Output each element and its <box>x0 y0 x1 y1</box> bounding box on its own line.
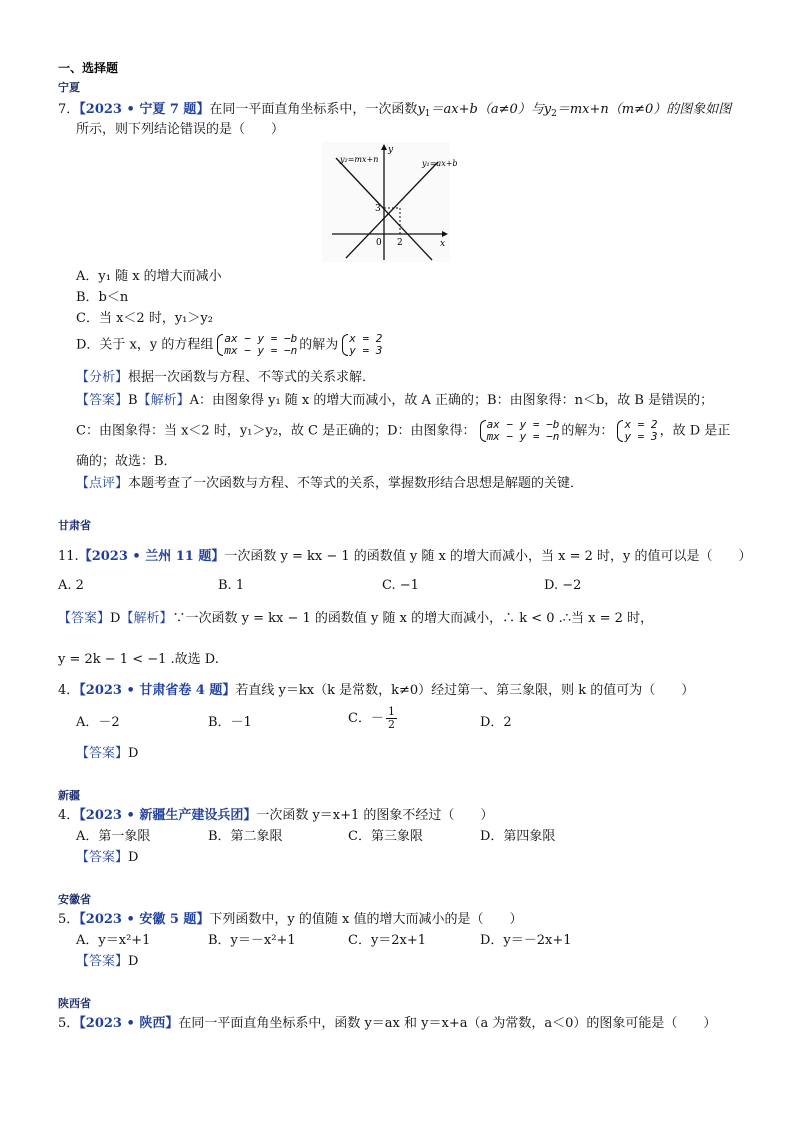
q11-answer: D <box>110 611 121 626</box>
q11-jiexi-2: y = 2k − 1 < −1 .故选 D. <box>58 652 219 667</box>
q5-anhui-answer <box>76 952 138 972</box>
q5-anhui-stem-text: 下列函数中，y 的值随 x 值的增大而减小的是（ ） <box>209 912 523 927</box>
q4-gansu-option-b: B．－1 <box>208 715 252 730</box>
analysis-text: 根据一次函数与方程、不等式的关系求解． <box>128 370 376 385</box>
q4-xinjiang-option-d: D．第四象限 <box>480 829 556 844</box>
solution-line-1: x = 2 <box>349 332 383 345</box>
q7-option-c: C．当 x＜2 时，y₁＞y₂ <box>76 311 213 326</box>
q7-number: 7． <box>58 102 80 117</box>
q5-anhui-tag: 【2023 • 安徽 5 题】 <box>79 912 210 927</box>
q4-xinjiang-answer-label: 【答案】 <box>76 850 129 865</box>
q5-anhui-option-a: A．y＝x²+1 <box>76 933 151 948</box>
q7-option-d-pre: D．关于 x，y 的方程组 <box>76 337 214 353</box>
solution-line-2: y = 3 <box>349 344 383 357</box>
q4-xinjiang-number: 4． <box>58 808 80 823</box>
region-gansu: 甘肃省 <box>58 519 91 532</box>
jiexi-system-line-1: ax − y = −b <box>486 418 560 431</box>
q7-stem-line2: 所示，则下列结论错误的是（ ） <box>76 122 285 137</box>
q4-gansu-stem <box>58 681 694 701</box>
jiexi-equation-system <box>478 419 560 443</box>
q4-gansu-option-c <box>348 706 399 731</box>
jiexi-2c: ，故 D 是正 <box>659 423 731 439</box>
q7-jiexi-line-2 <box>76 419 730 443</box>
tick-3: 3 <box>375 204 381 214</box>
q5-shaanxi-stem <box>58 1014 716 1034</box>
tick-2: 2 <box>397 238 403 248</box>
q11-answer-label: 【答案】 <box>58 611 111 626</box>
q7-option-b: B．b＜n <box>76 290 129 305</box>
answer-value: B <box>128 393 138 408</box>
jiexi-system-line-2: mx − y = −n <box>486 430 560 443</box>
q7-eq1: ＝ax+b（a≠0）与 <box>430 102 544 117</box>
q4-gansu-answer-label: 【答案】 <box>76 746 129 761</box>
q5-shaanxi-tag: 【2023 • 陕西】 <box>79 1016 179 1031</box>
q7-answer-line <box>76 391 713 411</box>
q4-xinjiang-option-b: B．第二象限 <box>208 829 283 844</box>
q11-answer-line <box>58 609 653 629</box>
region-shaanxi: 陕西省 <box>58 997 91 1010</box>
analysis-label: 【分析】 <box>76 370 129 385</box>
comment-label: 【点评】 <box>76 476 129 491</box>
region-anhui: 安徽省 <box>58 893 91 906</box>
q7-comment <box>76 474 583 494</box>
q11-number: 11. <box>58 549 79 564</box>
q5-shaanxi-stem-text: 在同一平面直角坐标系中，函数 y＝ax 和 y＝x+a（a 为常数，a＜0）的图象可能是（ ） <box>178 1016 717 1031</box>
q11-option-d: D. −2 <box>544 578 582 593</box>
q4-xinjiang-answer <box>76 848 138 868</box>
fraction-denominator: 2 <box>387 718 395 731</box>
q7-eq2: ＝mx+n（m≠0）的图象如图 <box>556 102 732 117</box>
jiexi-2a: C：由图象得：当 x＜2 时，y₁＞y₂，故 C 是正确的；D：由图象得： <box>76 423 476 439</box>
q7-option-d-mid: 的解为 <box>299 337 339 353</box>
q7-y1-sub: 1 <box>424 109 431 119</box>
q5-anhui-stem <box>58 910 523 930</box>
q5-anhui-number: 5． <box>58 912 80 927</box>
axis-y-label: y <box>388 145 394 155</box>
q7-option-d <box>76 333 384 357</box>
q11-jiexi-1: ∵一次函数 y = kx − 1 的函数值 y 随 x 的增大而减小，∴ k < 0 .∴当 x = 2 时， <box>172 611 654 626</box>
q7-stem-a: 在同一平面直角坐标系中，一次函数 <box>209 102 418 117</box>
q4-xinjiang-answer-value: D <box>128 850 139 865</box>
system-line-1: ax − y = −b <box>224 332 298 345</box>
q5-anhui-option-b: B．y＝－x²+1 <box>208 933 296 948</box>
jiexi-solution-line-1: x = 2 <box>624 418 658 431</box>
q7-equation-system <box>215 333 297 357</box>
q7-jiexi-line-3: 确的；故选：B． <box>76 454 177 469</box>
label-y2-equation: y₂=mx+n <box>340 155 379 164</box>
q5-anhui-option-c: C．y＝2x+1 <box>348 933 427 948</box>
q4-xinjiang-option-a: A．第一象限 <box>76 829 151 844</box>
q11-stem-text: 一次函数 y = kx − 1 的函数值 y 随 x 的增大而减小，当 x = 2 时，y 的值可以是（ ） <box>224 549 752 564</box>
q4-gansu-answer-value: D <box>128 746 139 761</box>
q4-gansu-option-a: A．－2 <box>76 715 120 730</box>
q4-gansu-option-d: D．2 <box>480 715 512 730</box>
q4-gansu-answer <box>76 744 138 764</box>
origin-label: 0 <box>376 238 382 248</box>
q11-option-b: B. 1 <box>218 578 245 593</box>
comment-text: 本题考查了一次函数与方程、不等式的关系，掌握数形结合思想是解题的关键． <box>128 476 584 491</box>
q4-xinjiang-tag: 【2023 • 新疆生产建设兵团】 <box>79 808 257 823</box>
q11-option-c: C. −1 <box>382 578 419 593</box>
q11-jiexi-label: 【解析】 <box>120 611 173 626</box>
jiexi-2b: 的解为： <box>561 423 614 439</box>
jiexi-line-1: A：由图象得 y₁ 随 x 的增大而减小，故 A 正确的；B：由图象得：n＜b，故 B 是错误的； <box>189 393 714 408</box>
section-header: 一、选择题 <box>58 61 119 75</box>
fraction-numerator: 1 <box>387 705 395 718</box>
q11-option-a: A. 2 <box>58 578 84 593</box>
q4-gansu-stem-text: 若直线 y＝kx（k 是常数，k≠0）经过第一、第三象限，则 k 的值可为（ ） <box>235 683 695 698</box>
q5-anhui-answer-value: D <box>128 954 139 969</box>
q5-anhui-option-d: D．y＝－2x+1 <box>480 933 572 948</box>
jiexi-label: 【解析】 <box>137 393 190 408</box>
q7-graph-figure <box>322 142 458 262</box>
region-xinjiang: 新疆 <box>58 789 80 802</box>
axis-x-label: x <box>440 239 446 249</box>
q4-xinjiang-stem <box>58 806 493 826</box>
q7-option-a: A．y₁ 随 x 的增大而减小 <box>76 269 222 284</box>
q4-gansu-c-pre: C．－ <box>348 711 384 726</box>
label-y1-equation: y₁=ax+b <box>422 159 458 168</box>
q7-solution-system <box>340 333 382 357</box>
q7-analysis <box>76 368 375 388</box>
q7-y1: y <box>417 102 425 117</box>
q11-stem <box>58 547 752 567</box>
q4-gansu-tag: 【2023 • 甘肃省卷 4 题】 <box>79 683 236 698</box>
q4-gansu-number: 4． <box>58 683 80 698</box>
q7-y2-sub: 2 <box>551 109 557 119</box>
jiexi-solution-line-2: y = 3 <box>624 430 658 443</box>
answer-label: 【答案】 <box>76 393 129 408</box>
q7-tag: 【2023 • 宁夏 7 题】 <box>79 102 210 117</box>
system-line-2: mx − y = −n <box>224 344 298 357</box>
q4-xinjiang-stem-text: 一次函数 y＝x+1 的图象不经过（ ） <box>256 808 494 823</box>
region-ningxia: 宁夏 <box>58 81 80 94</box>
q5-shaanxi-number: 5． <box>58 1016 80 1031</box>
jiexi-solution-system <box>615 419 657 443</box>
q5-anhui-answer-label: 【答案】 <box>76 954 129 969</box>
q7-y2: y <box>543 102 552 117</box>
q11-tag: 【2023 • 兰州 11 题】 <box>78 549 225 564</box>
q4-xinjiang-option-c: C．第三象限 <box>348 829 423 844</box>
q4-gansu-c-fraction <box>386 706 397 731</box>
